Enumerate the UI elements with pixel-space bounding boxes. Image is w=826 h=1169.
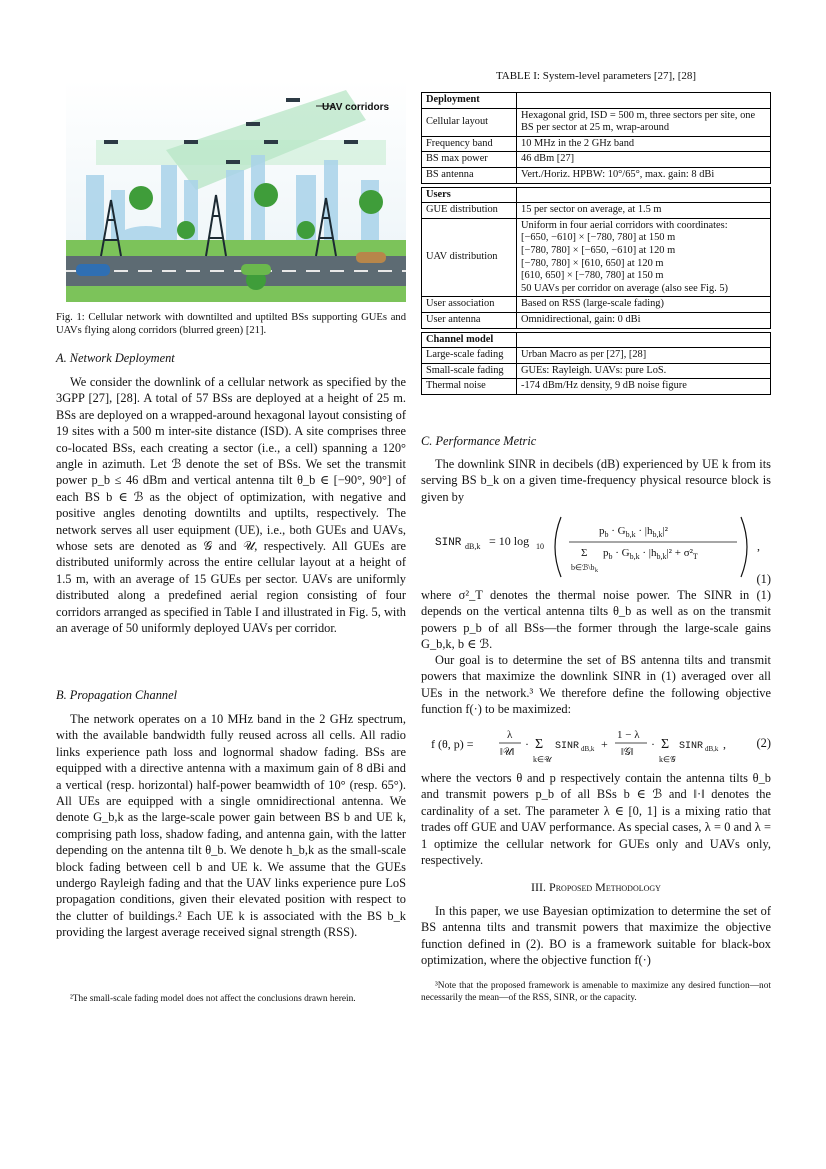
- svg-text:SINR: SINR: [555, 741, 580, 752]
- svg-text:Σ: Σ: [661, 737, 670, 752]
- table-value-cell: [517, 363, 771, 379]
- network-illustration: [66, 80, 406, 302]
- table-row: [422, 297, 771, 313]
- section-b-heading: B. Propagation Channel: [56, 688, 178, 702]
- table-value-line: [−650, −610] × [−780, 780] at 150 m: [521, 232, 676, 244]
- table-row: [422, 152, 771, 168]
- table-key-cell: GUE distribution: [422, 203, 517, 219]
- table-value-line: 46 dBm [27]: [521, 153, 575, 165]
- table-value-line: [−780, 780] × [−650, −610] at 120 m: [521, 244, 676, 256]
- svg-text:b∈ℬ\b: b∈ℬ\b: [571, 563, 595, 572]
- svg-text:1 − λ: 1 − λ: [617, 729, 640, 741]
- table-value-cell: [517, 297, 771, 313]
- svg-text:= 10 log: = 10 log: [489, 534, 530, 548]
- table-key-cell: Thermal noise: [422, 379, 517, 395]
- table-key-cell: Small-scale fading: [422, 363, 517, 379]
- table-value-cell: [517, 203, 771, 219]
- section-3-paragraph: In this paper, we use Bayesian optimization to determine the set of BS antenna tilts and transmit powers that maximize the objective function defined in (2). BO is a framework suitable for black-box optimization, where the objective function f(·): [421, 904, 771, 968]
- svg-text:‖𝒰‖: ‖𝒰‖: [500, 747, 515, 758]
- table-key-cell: Frequency band: [422, 136, 517, 152]
- table-value-cell: [517, 108, 771, 136]
- table-key-cell: BS antenna: [422, 167, 517, 183]
- table-key-cell: User antenna: [422, 312, 517, 328]
- svg-text:k: k: [595, 568, 598, 574]
- svg-text:‖𝒢‖: ‖𝒢‖: [621, 747, 634, 758]
- svg-text:pb · Gb,k · |hb,k|²: $p_b \cdot G_{b,k} \cdot |h_{b,k}|^2$: [599, 525, 668, 539]
- section-c-heading: C. Performance Metric: [421, 434, 537, 448]
- after-equation-1-text: where σ²_T denotes the thermal noise power. The SINR in (1) depends on the vertical antenna tilts θ_b as well as on the transmit powers p_b of all BSs—the former through the large-scale gains G_b,k, b ∈ ℬ.: [421, 588, 771, 652]
- table-value-line: Uniform in four aerial corridors with coordinates:: [521, 219, 728, 231]
- table-row: [422, 203, 771, 219]
- table-value-cell: [517, 348, 771, 364]
- table-group-name: Deployment: [422, 93, 517, 109]
- uav-corridor-band: [96, 140, 386, 165]
- section-a-heading: A. Network Deployment: [56, 351, 175, 365]
- svg-text:λ: λ: [507, 729, 513, 741]
- table-row: [422, 218, 771, 297]
- car-icon: [241, 264, 271, 275]
- equation-1: [421, 512, 771, 592]
- table-value-cell: [517, 152, 771, 168]
- section-a-paragraph: We consider the downlink of a cellular network as specified by the 3GPP [27], [28]. A total of 57 BSs are deployed at a height of 25 m. BSs are deployed on a wrapped-around hexagonal layout consisting of 19 sites with a 500 m inter-site distance (ISD). A site comprises three co-located BSs, each creating a sector (i.e., a cell) spanning a 120° angle in azimuth. Let ℬ denote the set of BSs. We set the transmit power p_b ≤ 46 dBm and vertical antenna tilt θ_b ∈ [−90°, 90°] of each BS b ∈ ℬ as the object of optimization, with negative and positive angles denoting downtilts and uptilts, respectively. The network serves all user equipment (UE), i.e., both GUEs and UAVs, whose sets are denoted as 𝒢 and 𝒰, respectively. All GUEs are distributed uniformly across the entire cellular layout at a height of 1.5 m, with an average of 15 GUEs per sector. UAVs are uniformly distributed along a predefined aerial region consisting of four corridors arranged as specified in Table I and illustrated in Fig. 5, with an average of 50 uniformly deployed UAVs per corridor.: [56, 375, 406, 636]
- table-value-cell: [517, 167, 771, 183]
- car-icon: [356, 252, 386, 263]
- equation-2: [421, 724, 771, 764]
- car-icon: [76, 264, 110, 276]
- goal-paragraph: Our goal is to determine the set of BS antenna tilts and transmit powers that maximize the downlink SINR in (1) averaged over all UEs in the network.³ We therefore define the following objective function f(·) to be maximized:: [421, 653, 771, 717]
- table-group-header: [422, 93, 771, 109]
- svg-text:,: ,: [757, 539, 760, 553]
- table-title: TABLE I: System-level parameters [27], [28]: [495, 70, 697, 82]
- table-value-cell: [517, 136, 771, 152]
- after-equation-2-text: where the vectors θ and p respectively contain the antenna tilts θ_b and transmit powers p_b of all BSs b ∈ ℬ and ‖·‖ denotes the cardinality of a set. The parameter λ ∈ [0, 1] is a mixing ratio that trades off GUE and UAV performance. As special cases, λ = 0 and λ = 1 optimize the cellular network for GUEs only and UAVs only, respectively.: [421, 771, 771, 868]
- svg-text:10: 10: [536, 542, 544, 551]
- table-row: [422, 136, 771, 152]
- table-row: [422, 167, 771, 183]
- table-group-header: [422, 332, 771, 348]
- table-row: [422, 312, 771, 328]
- section-3-heading: III. Proposed Methodology: [531, 880, 661, 894]
- svg-text:Σ: Σ: [581, 547, 588, 559]
- svg-text:dB,k: dB,k: [705, 745, 719, 753]
- table-key-cell: Cellular layout: [422, 108, 517, 136]
- svg-text:SINR: SINR: [435, 537, 462, 549]
- table-key-cell: UAV distribution: [422, 218, 517, 297]
- uav-corridors-label: UAV corridors: [322, 102, 390, 113]
- section-c-paragraph: The downlink SINR in decibels (dB) experienced by UE k from its serving BS b_k on a given time-frequency physical resource block is given by: [421, 457, 771, 504]
- table-group-name: Users: [422, 187, 517, 203]
- table-row: [422, 379, 771, 395]
- section-b-paragraph: The network operates on a 10 MHz band in the 2 GHz spectrum, with the available bandwidth fully reused across all cells. All radio links experience path loss and lognormal shadow fading. BSs are equipped with a directive antenna with a maximum gain of 8 dBi and a vertical (resp. horizontal) half-power beamwidth of 10° (resp. 65°). All UEs are equipped with a single omnidirectional antenna. We denote G_b,k as the large-scale power gain between BS b and UE k, comprising path loss, shadow fading, and antenna gain, with the latter depending on the antenna tilt θ_b. We denote h_b,k as the small-scale block fading between cell b and UE k. We assume that the GUEs undergo Rayleigh fading and that the UAV links experience pure LoS propagation conditions, given their elevated position with respect to the clutter of buildings.² Each UE k is associated with the BS b_k providing the largest average received signal strength (RSS).: [56, 712, 406, 940]
- table-value-line: Hexagonal grid, ISD = 500 m, three sectors per site, one BS per sector at 25 m, wrap-around: [521, 109, 756, 134]
- svg-text:·: ·: [525, 737, 529, 751]
- svg-text:pb · Gb,k · |hb,k|² + σ²T: $p_b \cdot G_{b,k} \cdot |h_{b,k}|^2 + \sigma^2_T$: [603, 547, 698, 561]
- table-value-line: 50 UAVs per corridor on average (also see Fig. 5): [521, 282, 728, 294]
- table-value-cell: [517, 312, 771, 328]
- table-key-cell: BS max power: [422, 152, 517, 168]
- svg-text:k∈𝒢: k∈𝒢: [659, 755, 676, 764]
- table-value-line: 15 per sector on average, at 1.5 m: [521, 204, 662, 216]
- equation-2-number: (2): [756, 736, 771, 750]
- svg-text:SINR: SINR: [679, 741, 704, 752]
- svg-text:k∈𝒰: k∈𝒰: [533, 755, 552, 764]
- svg-text:dB,k: dB,k: [465, 542, 481, 551]
- figure-caption: Fig. 1: Cellular network with downtilted and uptilted BSs supporting GUEs and UAVs flying along corridors (blurred green) [21].: [56, 312, 406, 337]
- grass-strip: [66, 240, 406, 256]
- table-row: [422, 363, 771, 379]
- footnote-2: ²The small-scale fading model does not affect the conclusions drawn herein.: [70, 994, 356, 1004]
- table-key-cell: Large-scale fading: [422, 348, 517, 364]
- table-value-line: -174 dBm/Hz density, 9 dB noise figure: [521, 380, 687, 392]
- objective-equation: [421, 724, 731, 766]
- svg-text:f (θ, p) =: f (θ, p) =: [431, 737, 474, 751]
- table-value-line: Based on RSS (large-scale fading): [521, 298, 664, 310]
- svg-text:·: ·: [651, 737, 655, 751]
- table-value-line: [610, 650] × [−780, 780] at 150 m: [521, 270, 664, 282]
- footnote-3: ³Note that the proposed framework is amenable to maximize any desired function—not necessarily the mean—of the RSS, SINR, or the capacity.: [421, 981, 771, 1003]
- table-value-line: Urban Macro as per [27], [28]: [521, 349, 647, 361]
- table-group-header: [422, 187, 771, 203]
- table-value-cell: [517, 379, 771, 395]
- table-row: [422, 348, 771, 364]
- table-value-line: [−780, 780] × [610, 650] at 120 m: [521, 257, 664, 269]
- table-value-line: Vert./Horiz. HPBW: 10°/65°, max. gain: 8 dBi: [521, 168, 715, 180]
- table-value-line: GUEs: Rayleigh. UAVs: pure LoS.: [521, 364, 667, 376]
- sinr-equation: [421, 512, 771, 592]
- svg-text:Σ: Σ: [535, 737, 544, 752]
- table-value-line: Omnidirectional, gain: 0 dBi: [521, 313, 641, 325]
- table-row: [422, 108, 771, 136]
- table-group-name: Channel model: [422, 332, 517, 348]
- figure-illustration: [66, 80, 406, 302]
- svg-text:,: ,: [723, 737, 726, 751]
- table-value-cell: [517, 218, 771, 297]
- table-key-cell: User association: [422, 297, 517, 313]
- system-parameters-table: [421, 92, 771, 395]
- equation-1-number: (1): [756, 572, 771, 586]
- svg-text:dB,k: dB,k: [581, 745, 595, 753]
- table-value-line: 10 MHz in the 2 GHz band: [521, 137, 635, 149]
- svg-text:+: +: [601, 737, 608, 751]
